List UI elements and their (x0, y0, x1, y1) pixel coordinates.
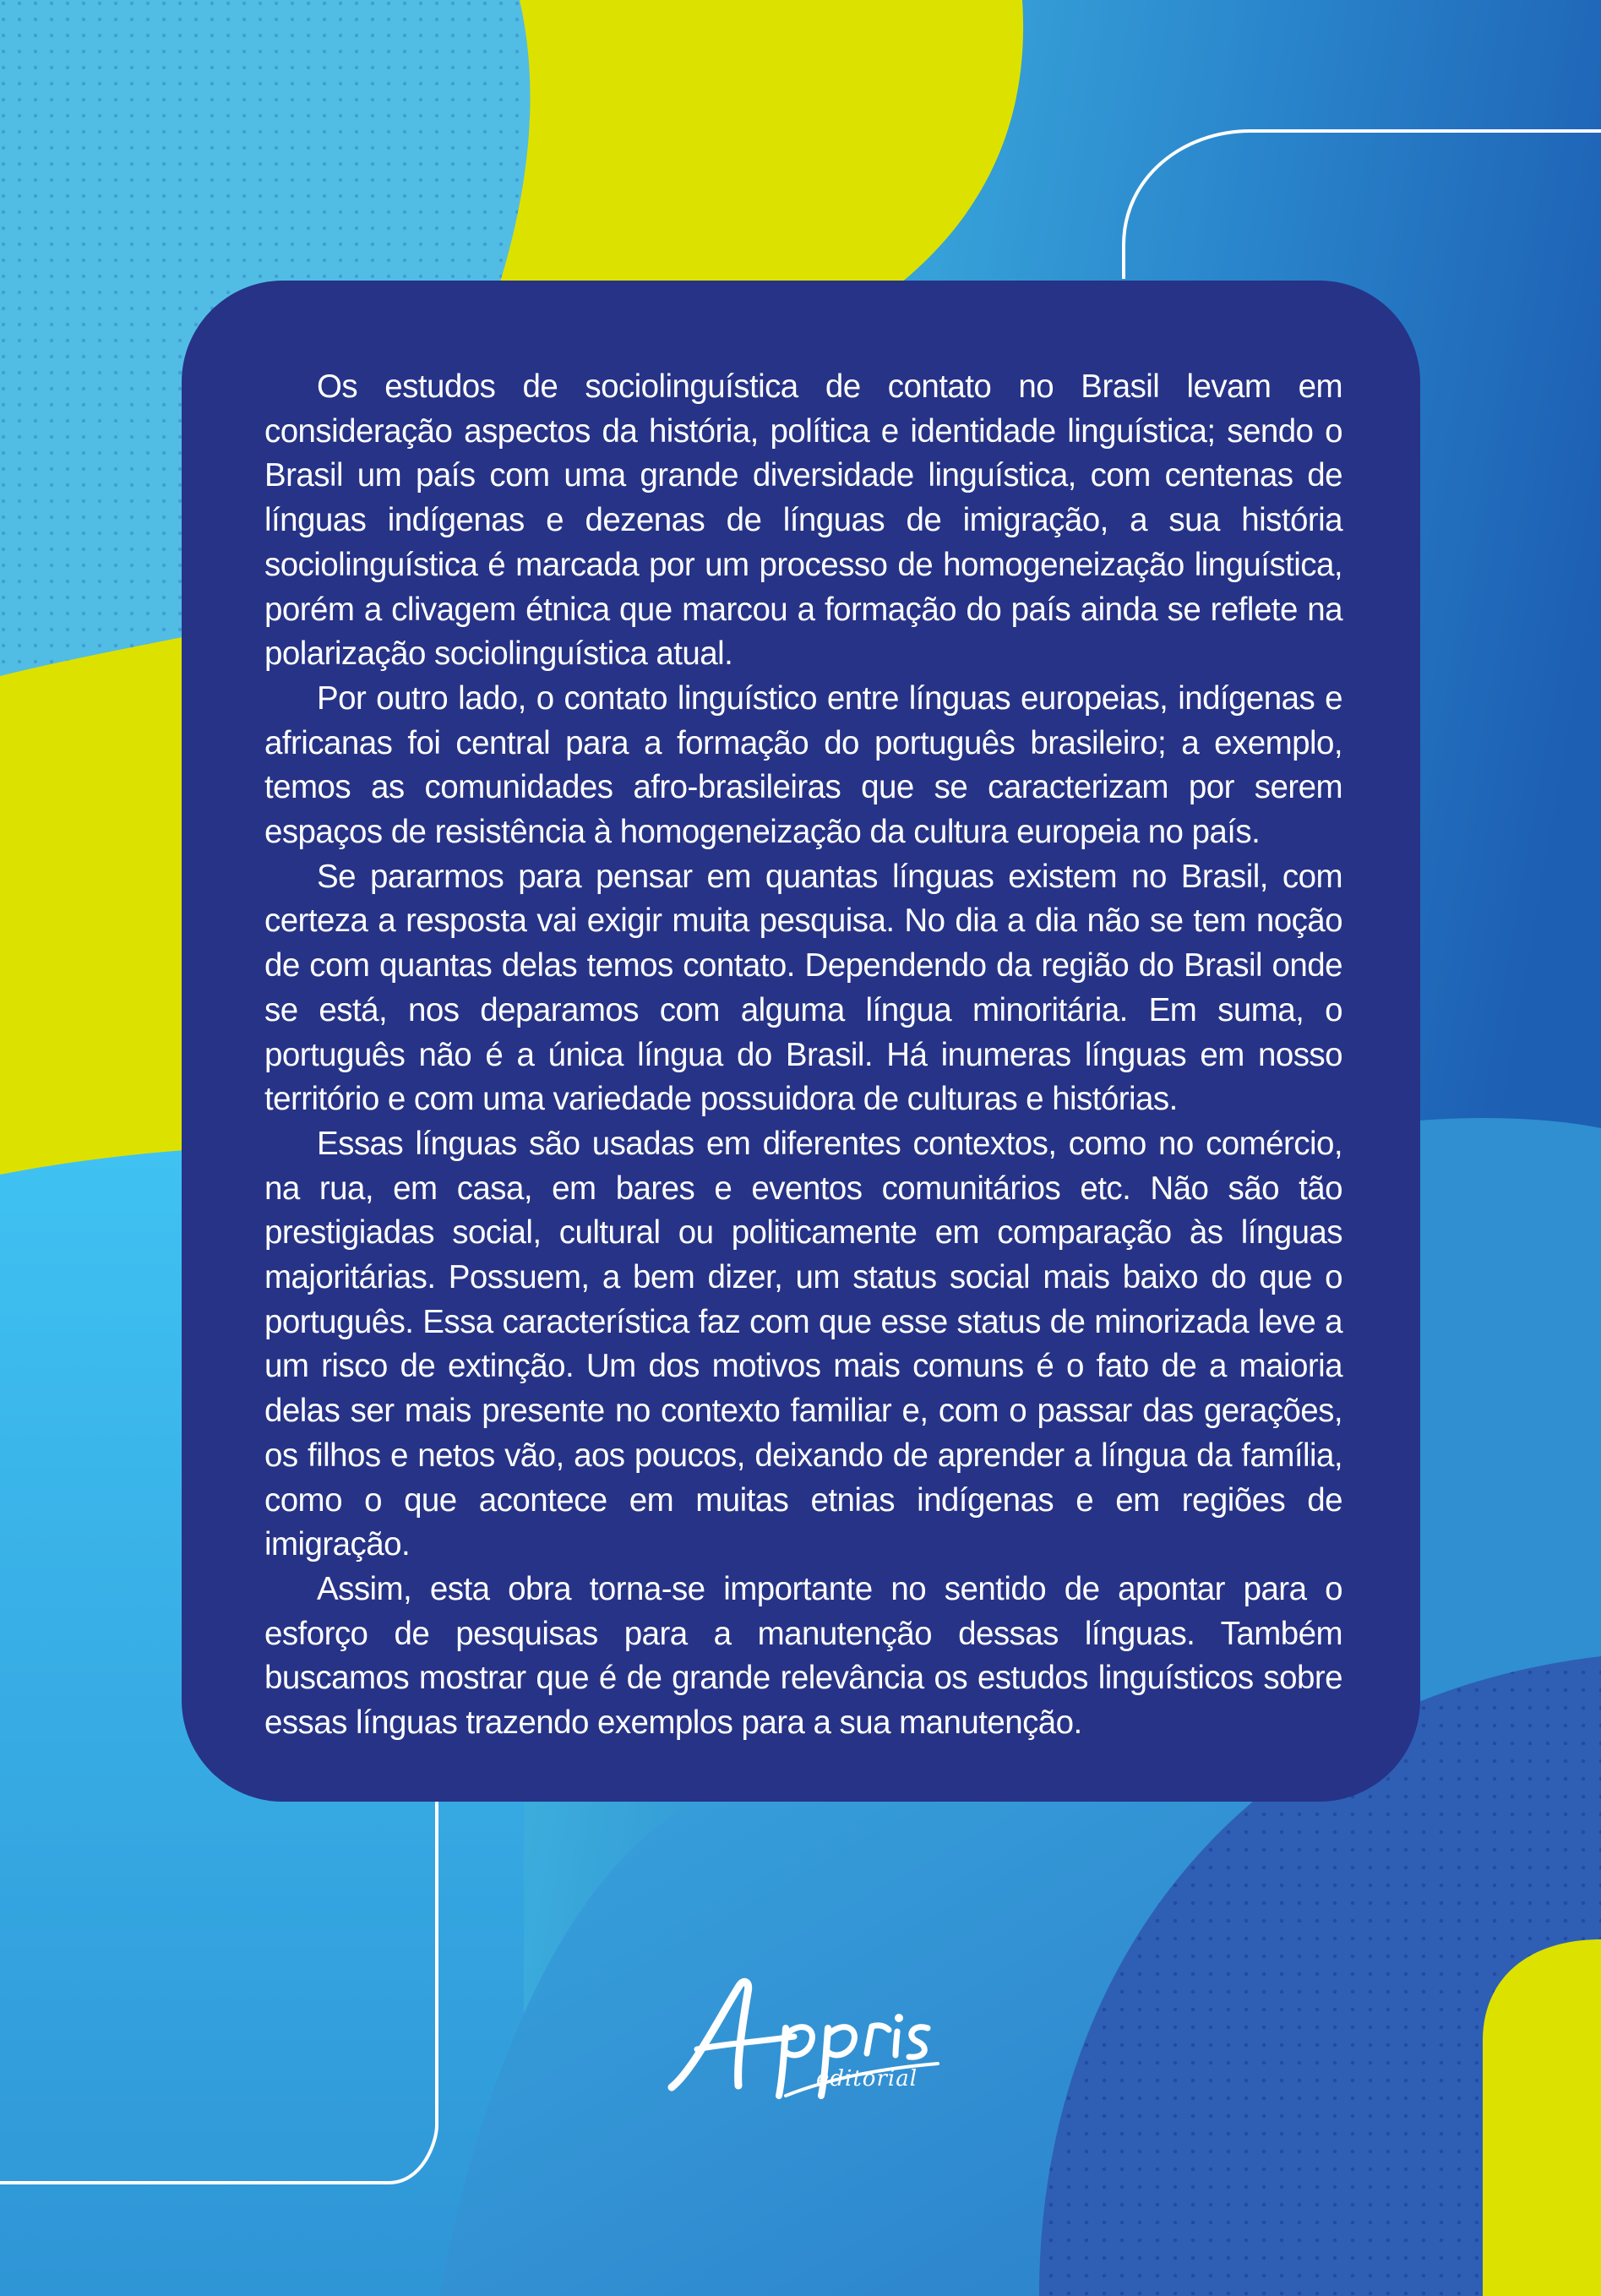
appris-editorial-logo (659, 1969, 946, 2104)
blurb-paragraph-3: Se pararmos para pensar em quantas línguas existem no Brasil, com certeza a resposta vai exigir muita pesquisa. No dia a dia não se tem noção de com quantas delas temos contato. Dependendo da região do Brasil onde se está, nos deparamos com alguma língua minoritária. Em suma, o português não é a única língua do Brasil. Há inumeras línguas em nosso território e com uma variedade possuidora de culturas e histórias. (264, 858, 1342, 1118)
blurb-paragraph-2: Por outro lado, o contato linguístico entre línguas europeias, indígenas e africanas foi central para a formação do português brasileiro; a exemplo, temos as comunidades afro-brasileiras que se caracterizam por serem espaços de resistência à homogeneização da cultura europeia no país. (264, 679, 1342, 851)
blurb-paragraph-4: Essas línguas são usadas em diferentes contextos, como no comércio, na rua, em casa, em bares e eventos comunitários etc. Não são tão prestigiadas social, cultural ou politicamente em comparação às línguas majoritárias. Possuem, a bem dizer, um status social mais baixo do que o português. Essa característica faz com que esse status de minorizada leve a um risco de extinção. Um dos motivos mais comuns é o fato de a maioria delas ser mais presente no contexto familiar e, com o passar das gerações, os filhos e netos vão, aos poucos, deixando de aprender a língua da família, como o que acontece em muitas etnias indígenas e em regiões de imigração. (264, 1125, 1342, 1563)
blurb-paragraph-5: Assim, esta obra torna-se importante no sentido de apontar para o esforço de pesquisas para a manutenção dessas línguas. Também buscamos mostrar que é de grande relevância os estudos linguísticos sobre essas línguas trazendo exemplos para a sua manutenção. (264, 1570, 1342, 1742)
blurb-panel (182, 281, 1420, 1802)
blurb-paragraph-1: Os estudos de sociolinguística de contato no Brasil levam em consideração aspectos da história, política e identidade linguística; sendo o Brasil um país com uma grande diversidade linguística, com centenas de línguas indígenas e dezenas de línguas de imigração, a sua história sociolinguística é marcada por um processo de homogeneização linguística, porém a clivagem étnica que marcou a formação do país ainda se reflete na polarização sociolinguística atual. (264, 368, 1342, 673)
logo-subtitle: editorial (816, 2066, 918, 2091)
